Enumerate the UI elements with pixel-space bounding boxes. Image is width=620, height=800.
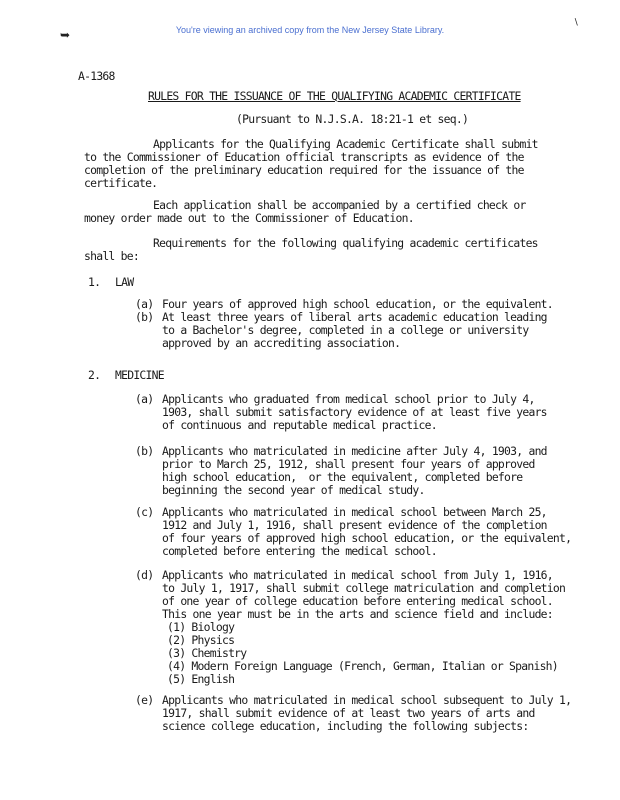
intro-line: completion of the preliminary education required for the issuance of the <box>84 163 524 177</box>
item-line: Applicants who matriculated in medicine after July 4, 1903, and <box>162 444 547 458</box>
corner-mark: ∖ <box>573 18 578 28</box>
item-line: of continuous and reputable medical practice. <box>162 418 437 432</box>
payment-line: Each application shall be accompanied by a certified check or <box>153 198 526 212</box>
requirements-intro-line: shall be: <box>84 249 139 263</box>
item-line: completed before entering the medical school. <box>162 544 437 558</box>
pen-mark: ➥ <box>60 28 70 42</box>
section-number: 1. <box>88 275 101 289</box>
item-label: (e) <box>135 693 154 707</box>
item-line: 1903, shall submit satisfactory evidence of at least five years <box>162 405 547 419</box>
intro-line: certificate. <box>84 176 158 190</box>
subject-item: (3) Chemistry <box>167 646 247 660</box>
intro-line: Applicants for the Qualifying Academic Certificate shall submit <box>153 137 538 151</box>
item-label: (a) <box>135 297 154 311</box>
item-line: to July 1, 1917, shall submit college matriculation and completion <box>162 581 566 595</box>
item-line: to a Bachelor's degree, completed in a college or university <box>162 323 529 337</box>
item-line: Applicants who matriculated in medical school subsequent to July 1, <box>162 693 572 707</box>
item-line: 1912 and July 1, 1916, shall present evidence of the completion <box>162 518 547 532</box>
section-heading-medicine: MEDICINE <box>115 368 164 382</box>
section-heading-law: LAW <box>115 275 134 289</box>
item-label: (b) <box>135 444 154 458</box>
item-line: This one year must be in the arts and science field and include: <box>162 607 553 621</box>
item-line: Applicants who graduated from medical school prior to July 4, <box>162 392 535 406</box>
item-line: of four years of approved high school education, or the equivalent, <box>162 531 572 545</box>
subject-item: (5) English <box>167 672 235 686</box>
item-label: (c) <box>135 505 154 519</box>
item-line: high school education, or the equivalent, completed before <box>162 470 523 484</box>
item-line: prior to March 25, 1912, shall present four years of approved <box>162 457 535 471</box>
subject-item: (2) Physics <box>167 633 235 647</box>
document-id: A-1368 <box>78 69 115 83</box>
subject-item: (1) Biology <box>167 620 235 634</box>
item-line: beginning the second year of medical study. <box>162 483 425 497</box>
item-line: of one year of college education before entering medical school. <box>162 594 553 608</box>
item-line: Four years of approved high school education, or the equivalent. <box>162 297 553 311</box>
item-line: 1917, shall submit evidence of at least two years of arts and <box>162 706 535 720</box>
subject-item: (4) Modern Foreign Language (French, German, Italian or Spanish) <box>167 659 558 673</box>
payment-line: money order made out to the Commissioner of Education. <box>84 211 414 225</box>
section-number: 2. <box>88 368 101 382</box>
item-line: approved by an accrediting association. <box>162 336 401 350</box>
intro-line: to the Commissioner of Education official transcripts as evidence of the <box>84 150 524 164</box>
item-label: (b) <box>135 310 154 324</box>
item-line: Applicants who matriculated in medical school between March 25, <box>162 505 547 519</box>
item-line: Applicants who matriculated in medical school from July 1, 1916, <box>162 568 553 582</box>
item-label: (d) <box>135 568 154 582</box>
requirements-intro-line: Requirements for the following qualifying academic certificates <box>153 236 538 250</box>
item-line: At least three years of liberal arts academic education leading <box>162 310 547 324</box>
archive-banner[interactable]: You're viewing an archived copy from the New Jersey State Library. <box>175 25 445 35</box>
item-line: science college education, including the following subjects: <box>162 719 529 733</box>
item-label: (a) <box>135 392 154 406</box>
page-subtitle: (Pursuant to N.J.S.A. 18:21-1 et seq.) <box>236 112 469 126</box>
page-title: RULES FOR THE ISSUANCE OF THE QUALIFYING ACADEMIC CERTIFICATE <box>148 89 521 103</box>
